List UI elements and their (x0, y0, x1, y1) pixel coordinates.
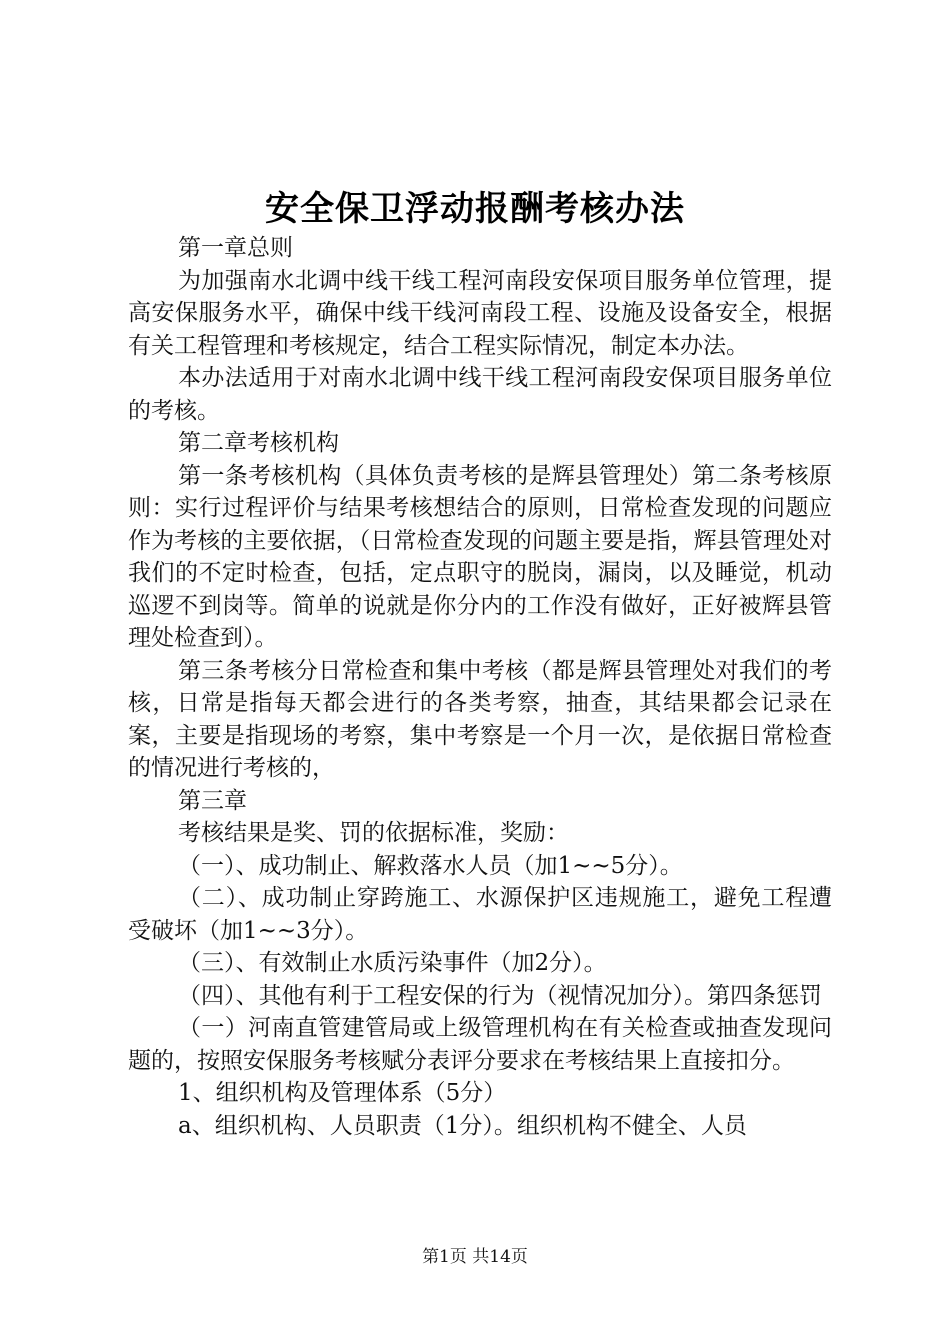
paragraph: 第三章 (178, 787, 247, 814)
paragraph: （一）、成功制止、解救落水人员（加1~~5分）。 (178, 852, 683, 879)
document-body (128, 232, 832, 1142)
paragraph: a、组织机构、人员职责（1分）。组织机构不健全、人员 (178, 1112, 747, 1139)
paragraph: 为加强南水北调中线干线工程河南段安保项目服务单位管理，提高安保服务水平，确保中线干线河南段工程、设施及设备安全，根据有关工程管理和考核规定，结合工程实际情况，制定本办法。 (128, 267, 832, 359)
paragraph: 第二章考核机构 (178, 430, 339, 456)
paragraph: （二）、成功制止穿跨施工、水源保护区违规施工，避免工程遭受破坏（加1~~3分）。 (128, 885, 832, 944)
paragraph: 第三条考核分日常检查和集中考核（都是辉县管理处对我们的考核，日常是指每天都会进行的各类考察，抽查，其结果都会记录在案，主要是指现场的考察，集中考察是一个月一次，是依据日常检查的情况进行考核的， (128, 657, 832, 781)
paragraph: （四）、其他有利于工程安保的行为（视情况加分）。第四条惩罚 (178, 982, 822, 1009)
paragraph: （一）河南直管建管局或上级管理机构在有关检查或抽查发现问题的，按照安保服务考核赋分表评分要求在考核结果上直接扣分。 (128, 1015, 832, 1074)
paragraph: 考核结果是奖、罚的依据标准，奖励： (178, 820, 569, 846)
paragraph: 第一章总则 (178, 235, 293, 261)
paragraph: （三）、有效制止水质污染事件（加2分）。 (178, 950, 607, 976)
paragraph: 1、组织机构及管理体系（5分） (178, 1080, 507, 1106)
page-number: 第1页 共14页 (422, 1247, 528, 1267)
paragraph: 第一条考核机构（具体负责考核的是辉县管理处）第二条考核原则：实行过程评价与结果考核想结合的原则，日常检查发现的问题应作为考核的主要依据，（日常检查发现的问题主要是指，辉县管理处对我们的不定时检查，包括，定点职守的脱岗，漏岗，以及睡觉，机动巡逻不到岗等。简单的说就是你分内的工作没有做好，正好被辉县管理处检查到）。 (128, 462, 832, 651)
paragraph: 本办法适用于对南水北调中线干线工程河南段安保项目服务单位的考核。 (128, 365, 832, 424)
document-title: 安全保卫浮动报酬考核办法 (265, 189, 685, 229)
